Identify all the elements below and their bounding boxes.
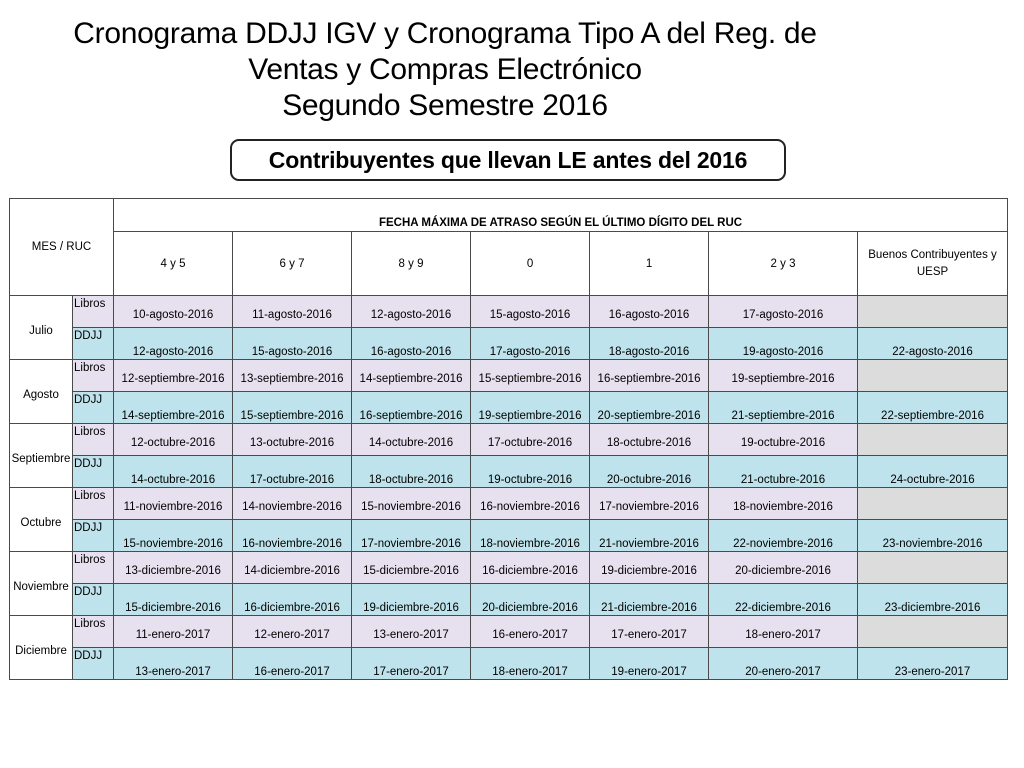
date-cell: 17-octubre-2016: [471, 424, 590, 456]
date-cell: 19-agosto-2016: [709, 328, 858, 360]
date-cell: 15-noviembre-2016: [114, 520, 233, 552]
month-label: Agosto: [10, 360, 73, 424]
date-cell: 18-octubre-2016: [590, 424, 709, 456]
date-cell: 21-octubre-2016: [709, 456, 858, 488]
date-cell: 12-agosto-2016: [352, 296, 471, 328]
date-cell: 19-octubre-2016: [471, 456, 590, 488]
date-cell: 19-enero-2017: [590, 648, 709, 680]
month-label: Diciembre: [10, 616, 73, 680]
month-label: Septiembre: [10, 424, 73, 488]
date-cell: 15-agosto-2016: [471, 296, 590, 328]
month-label: Julio: [10, 296, 73, 360]
row-type-libros: Libros: [73, 552, 114, 584]
date-cell: 11-enero-2017: [114, 616, 233, 648]
date-cell: 21-noviembre-2016: [590, 520, 709, 552]
title-line-3: Segundo Semestre 2016: [282, 89, 608, 122]
date-cell: 17-noviembre-2016: [590, 488, 709, 520]
date-cell: 11-noviembre-2016: [114, 488, 233, 520]
date-cell: 19-septiembre-2016: [709, 360, 858, 392]
table-row-ddjj: [10, 456, 1008, 488]
column-header: 8 y 9: [352, 232, 471, 296]
column-header: 0: [471, 232, 590, 296]
date-cell: 16-noviembre-2016: [471, 488, 590, 520]
date-cell: 10-agosto-2016: [114, 296, 233, 328]
column-header: 1: [590, 232, 709, 296]
date-cell: 12-enero-2017: [233, 616, 352, 648]
empty-cell: [858, 616, 1008, 648]
date-cell: 15-noviembre-2016: [352, 488, 471, 520]
date-cell: 13-octubre-2016: [233, 424, 352, 456]
empty-cell: [858, 360, 1008, 392]
date-cell: 13-diciembre-2016: [114, 552, 233, 584]
date-cell: 15-agosto-2016: [233, 328, 352, 360]
date-cell: 20-enero-2017: [709, 648, 858, 680]
table-row-libros: [10, 360, 1008, 392]
row-type-ddjj: DDJJ: [73, 456, 114, 488]
month-label: Octubre: [10, 488, 73, 552]
date-cell: 23-noviembre-2016: [858, 520, 1008, 552]
date-cell: 14-diciembre-2016: [233, 552, 352, 584]
table-row-libros: [10, 488, 1008, 520]
date-cell: 18-noviembre-2016: [709, 488, 858, 520]
column-header-row: [10, 232, 1008, 296]
empty-cell: [858, 488, 1008, 520]
page-title: [0, 16, 890, 124]
date-cell: 21-septiembre-2016: [709, 392, 858, 424]
date-cell: 12-agosto-2016: [114, 328, 233, 360]
row-type-ddjj: DDJJ: [73, 328, 114, 360]
date-cell: 16-septiembre-2016: [590, 360, 709, 392]
date-cell: 17-octubre-2016: [233, 456, 352, 488]
group-header: FECHA MÁXIMA DE ATRASO SEGÚN EL ÚLTIMO DÍGITO DEL RUC: [114, 199, 1008, 232]
empty-cell: [858, 424, 1008, 456]
date-cell: 15-diciembre-2016: [114, 584, 233, 616]
date-cell: 19-septiembre-2016: [471, 392, 590, 424]
row-type-libros: Libros: [73, 488, 114, 520]
month-label: Noviembre: [10, 552, 73, 616]
table-row-ddjj: [10, 328, 1008, 360]
date-cell: 16-noviembre-2016: [233, 520, 352, 552]
empty-cell: [858, 296, 1008, 328]
date-cell: 12-septiembre-2016: [114, 360, 233, 392]
date-cell: 24-octubre-2016: [858, 456, 1008, 488]
date-cell: 19-diciembre-2016: [590, 552, 709, 584]
title-line-2: Ventas y Compras Electrónico: [248, 53, 642, 86]
row-type-ddjj: DDJJ: [73, 392, 114, 424]
table-row-ddjj: [10, 392, 1008, 424]
date-cell: 15-septiembre-2016: [471, 360, 590, 392]
date-cell: 14-septiembre-2016: [352, 360, 471, 392]
date-cell: 19-diciembre-2016: [352, 584, 471, 616]
date-cell: 14-noviembre-2016: [233, 488, 352, 520]
table-row-libros: [10, 296, 1008, 328]
schedule-table-body: [10, 199, 1008, 680]
date-cell: 17-noviembre-2016: [352, 520, 471, 552]
date-cell: 15-septiembre-2016: [233, 392, 352, 424]
column-header: 4 y 5: [114, 232, 233, 296]
date-cell: 18-agosto-2016: [590, 328, 709, 360]
date-cell: 17-agosto-2016: [471, 328, 590, 360]
date-cell: 20-septiembre-2016: [590, 392, 709, 424]
date-cell: 22-agosto-2016: [858, 328, 1008, 360]
date-cell: 16-enero-2017: [233, 648, 352, 680]
date-cell: 17-agosto-2016: [709, 296, 858, 328]
date-cell: 18-noviembre-2016: [471, 520, 590, 552]
date-cell: 17-enero-2017: [352, 648, 471, 680]
date-cell: 20-octubre-2016: [590, 456, 709, 488]
table-row-ddjj: [10, 520, 1008, 552]
date-cell: 18-enero-2017: [709, 616, 858, 648]
column-header: 6 y 7: [233, 232, 352, 296]
date-cell: 13-enero-2017: [114, 648, 233, 680]
date-cell: 22-septiembre-2016: [858, 392, 1008, 424]
date-cell: 22-diciembre-2016: [709, 584, 858, 616]
date-cell: 16-septiembre-2016: [352, 392, 471, 424]
date-cell: 14-octubre-2016: [352, 424, 471, 456]
date-cell: 16-diciembre-2016: [233, 584, 352, 616]
table-row-ddjj: [10, 648, 1008, 680]
date-cell: 13-septiembre-2016: [233, 360, 352, 392]
date-cell: 16-agosto-2016: [352, 328, 471, 360]
date-cell: 16-enero-2017: [471, 616, 590, 648]
date-cell: 15-diciembre-2016: [352, 552, 471, 584]
date-cell: 23-diciembre-2016: [858, 584, 1008, 616]
date-cell: 16-diciembre-2016: [471, 552, 590, 584]
empty-cell: [858, 552, 1008, 584]
row-type-libros: Libros: [73, 296, 114, 328]
date-cell: 21-diciembre-2016: [590, 584, 709, 616]
date-cell: 13-enero-2017: [352, 616, 471, 648]
subtitle-box: Contribuyentes que llevan LE antes del 2016: [230, 139, 786, 181]
column-header: Buenos Contribuyentes y UESP: [858, 232, 1008, 296]
table-row-libros: [10, 424, 1008, 456]
table-row-libros: [10, 616, 1008, 648]
date-cell: 17-enero-2017: [590, 616, 709, 648]
title-line-1: Cronograma DDJJ IGV y Cronograma Tipo A del Reg. de: [73, 17, 817, 50]
date-cell: 20-diciembre-2016: [709, 552, 858, 584]
table-row-libros: [10, 552, 1008, 584]
date-cell: 23-enero-2017: [858, 648, 1008, 680]
date-cell: 20-diciembre-2016: [471, 584, 590, 616]
column-header: 2 y 3: [709, 232, 858, 296]
date-cell: 18-octubre-2016: [352, 456, 471, 488]
row-type-libros: Libros: [73, 360, 114, 392]
date-cell: 18-enero-2017: [471, 648, 590, 680]
table-row-ddjj: [10, 584, 1008, 616]
row-type-libros: Libros: [73, 424, 114, 456]
row-type-ddjj: DDJJ: [73, 520, 114, 552]
corner-header: MES / RUC: [10, 199, 114, 296]
row-type-ddjj: DDJJ: [73, 648, 114, 680]
date-cell: 22-noviembre-2016: [709, 520, 858, 552]
schedule-table: [9, 198, 1008, 680]
date-cell: 16-agosto-2016: [590, 296, 709, 328]
date-cell: 19-octubre-2016: [709, 424, 858, 456]
row-type-libros: Libros: [73, 616, 114, 648]
date-cell: 11-agosto-2016: [233, 296, 352, 328]
date-cell: 12-octubre-2016: [114, 424, 233, 456]
date-cell: 14-octubre-2016: [114, 456, 233, 488]
date-cell: 14-septiembre-2016: [114, 392, 233, 424]
row-type-ddjj: DDJJ: [73, 584, 114, 616]
